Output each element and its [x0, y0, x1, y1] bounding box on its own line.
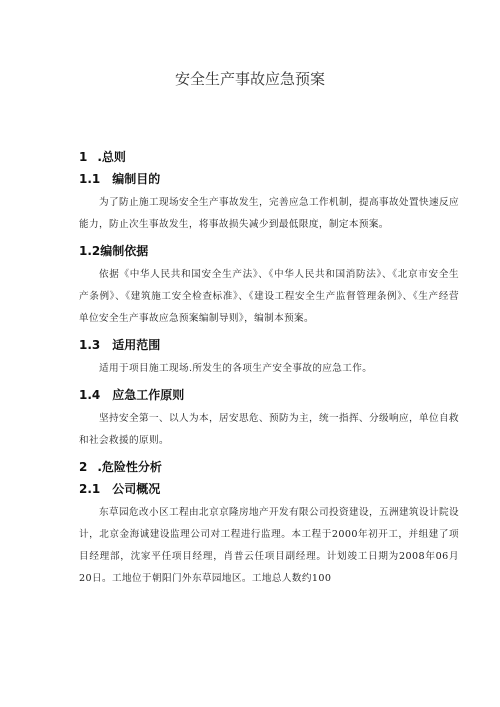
- section-title: 编制目的: [112, 172, 161, 186]
- section-title: 应急工作原则: [112, 388, 185, 402]
- section-number: 1: [79, 150, 88, 164]
- section-number: 2.1: [79, 482, 101, 496]
- section-title: 编制依据: [100, 244, 149, 258]
- section-number: 1.4: [79, 388, 101, 402]
- paragraph-2-1: 东草园危改小区工程由北京京隆房地产开发有限公司投资建设，五洲建筑设计院设计，北京金海诚建设监理公司对工程进行监理。本工程于2000年初开工，并组建了项目经理部，沈家平任项目经理，肖普云任项目副经理。计划竣工日期为2008年06月20日。工地位于朝阳门外东草园地区。工地总人数约100: [79, 507, 459, 584]
- section-heading-1: [79, 146, 459, 168]
- section-title: .危险性分析: [97, 460, 162, 474]
- paragraph-1-2: 依据《中华人民共和国安全生产法》、《中华人民共和国消防法》、《北京市安全生产条例》、《建筑施工安全检查标准》、《建设工程安全生产监督管理条例》、《生产经营单位安全生产事故应急预案编制导则》，编制本预案。: [79, 269, 459, 324]
- section-heading-2: [79, 456, 459, 478]
- section-number: 1.3: [79, 338, 101, 352]
- paragraph-1-1: 为了防止施工现场安全生产事故发生，完善应急工作机制，提高事故处置快速反应能力，防止次生事故发生，将事故损失减少到最低限度，制定本预案。: [79, 197, 459, 230]
- document-body: [79, 146, 459, 594]
- section-title: 公司概况: [112, 482, 161, 496]
- section-heading-1-3: [79, 334, 459, 356]
- section-number: 1.1: [79, 172, 101, 186]
- section-heading-2-1: [79, 478, 459, 500]
- section-title: 适用范围: [112, 338, 161, 352]
- section-heading-1-1: [79, 168, 459, 190]
- paragraph-1-4: 坚持安全第一、以人为本，居安思危、预防为主，统一指挥、分级响应，单位自救和社会救援的原则。: [79, 413, 459, 446]
- section-number: 1.2: [79, 244, 101, 258]
- section-number: 2: [79, 460, 88, 474]
- section-title: .总则: [97, 150, 126, 164]
- document-title: 安全生产事故应急预案: [174, 70, 325, 88]
- paragraph-1-3: 适用于项目施工现场.所发生的各项生产安全事故的应急工作。: [99, 363, 373, 374]
- section-heading-1-4: [79, 384, 459, 406]
- section-heading-1-2: [79, 240, 459, 262]
